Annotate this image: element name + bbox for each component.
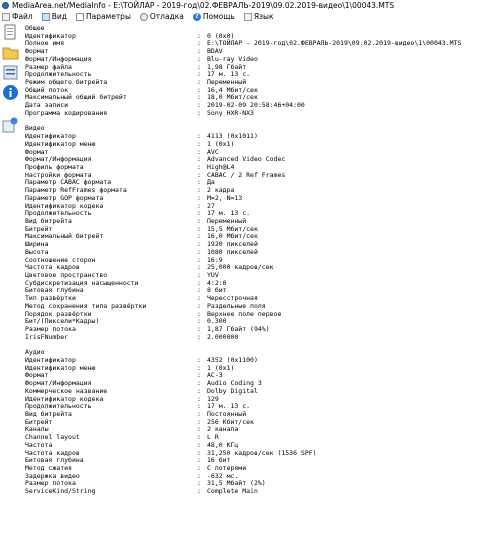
field-separator: : bbox=[197, 294, 201, 303]
field-separator: : bbox=[197, 240, 201, 249]
field-value: 17 м. 13 с. bbox=[207, 209, 251, 218]
field-name: Коммерческое название bbox=[25, 386, 108, 395]
field-separator: : bbox=[197, 479, 201, 488]
field-name: Дата записи bbox=[25, 101, 69, 110]
field-value: Blu-ray Video bbox=[207, 54, 258, 63]
field-name: Формат bbox=[25, 47, 49, 56]
field-name: Порядок развёртки bbox=[25, 309, 92, 318]
field-name: Общий поток bbox=[25, 85, 69, 94]
help-icon: ? bbox=[193, 13, 201, 21]
field-separator: : bbox=[197, 201, 201, 210]
field-value: 0 (0x0) bbox=[207, 31, 235, 40]
menu-debug-label: Отладка bbox=[149, 12, 184, 21]
file-icon bbox=[2, 13, 10, 21]
debug-icon bbox=[140, 13, 148, 21]
field-separator: : bbox=[197, 271, 201, 280]
field-name: Цветовое пространство bbox=[25, 271, 108, 280]
field-value: 17 м. 13 с. bbox=[207, 402, 251, 411]
field-name: Соотношение сторон bbox=[25, 255, 96, 264]
field-separator: : bbox=[197, 332, 201, 341]
field-value: 256 Кбит/сек bbox=[207, 417, 254, 426]
field-name: Вид битрейта bbox=[25, 410, 72, 418]
field-separator: : bbox=[197, 263, 201, 272]
view-icon bbox=[42, 13, 50, 21]
field-separator: : bbox=[197, 85, 201, 94]
field-name: Полное имя bbox=[25, 39, 65, 48]
field-value: Раздельные поля bbox=[207, 301, 266, 310]
field-name: Режим общего битрейта bbox=[25, 78, 108, 87]
menu-preferences[interactable] bbox=[74, 12, 131, 21]
field-name: Размер потока bbox=[25, 479, 76, 488]
field-name: Channel layout bbox=[25, 433, 80, 442]
window-title: MediaArea.net/MediaInfo - E:\ТОЙЛАР - 2019-год\02.ФЕВРАЛЬ-2019\09.02.2019-видео\1\00043.MTS bbox=[12, 1, 395, 10]
open-folder-icon[interactable] bbox=[2, 44, 19, 61]
field-value: 31,5 Мбайт (2%) bbox=[207, 479, 266, 488]
menu-language[interactable] bbox=[242, 12, 274, 21]
menu-language-label: Язык bbox=[253, 12, 274, 21]
field-value: 1 (0x1) bbox=[207, 363, 235, 372]
field-name: Формат/Информация bbox=[25, 155, 92, 164]
about-icon[interactable] bbox=[2, 116, 19, 133]
field-name: Формат bbox=[25, 147, 49, 156]
field-value: 16,4 Мбит/сек bbox=[207, 85, 258, 94]
field-value: 4113 (0x1011) bbox=[207, 132, 258, 141]
field-value: L R bbox=[207, 433, 219, 442]
mediainfo-app-icon bbox=[2, 2, 9, 9]
menu-preferences-label: Параметры bbox=[85, 12, 131, 21]
field-value: 0.300 bbox=[207, 317, 227, 326]
field-name: Идентификатор bbox=[25, 132, 76, 141]
field-name: Идентификатор меню bbox=[25, 363, 96, 372]
field-separator: : bbox=[197, 317, 201, 326]
field-value: 16 бит bbox=[207, 456, 231, 465]
field-value: M=2, N=13 bbox=[207, 193, 243, 202]
section-title: Видео bbox=[25, 124, 45, 133]
field-separator: : bbox=[197, 209, 201, 218]
section-title: Аудио bbox=[25, 348, 45, 357]
field-separator: : bbox=[197, 193, 201, 202]
toolbar-sidebar bbox=[0, 22, 22, 549]
field-separator: : bbox=[197, 417, 201, 426]
menu-bar bbox=[0, 11, 497, 22]
field-value: AC-3 bbox=[207, 371, 223, 380]
field-name: Высота bbox=[25, 247, 49, 256]
field-name: Программа кодирования bbox=[25, 108, 108, 117]
field-separator: : bbox=[197, 309, 201, 318]
report-view bbox=[22, 22, 497, 549]
menu-help[interactable] bbox=[191, 12, 235, 21]
field-name: Метод сохранения типа развёртки bbox=[25, 301, 147, 310]
field-value: Complete Main bbox=[207, 487, 258, 496]
field-name: Идентификатор bbox=[25, 355, 76, 364]
field-name: Параметр CABAC формата bbox=[25, 178, 112, 187]
title-bar bbox=[0, 0, 497, 11]
field-separator: : bbox=[197, 132, 201, 141]
field-value: 8 бит bbox=[207, 286, 227, 295]
field-separator: : bbox=[197, 371, 201, 380]
field-name: Продолжительность bbox=[25, 402, 92, 411]
field-separator: : bbox=[197, 147, 201, 156]
report-row bbox=[25, 434, 219, 441]
field-value: 2 канала bbox=[207, 425, 239, 434]
field-value: 25,000 кадров/сек bbox=[207, 263, 274, 272]
field-separator: : bbox=[197, 93, 201, 102]
field-value: 2.000000 bbox=[207, 332, 239, 341]
field-value: 4:2:0 bbox=[207, 278, 227, 287]
field-value: 16,0 Мбит/сек bbox=[207, 232, 258, 241]
field-separator: : bbox=[197, 70, 201, 79]
field-value: High@L4 bbox=[207, 162, 235, 171]
info-icon[interactable] bbox=[2, 84, 19, 101]
report-row bbox=[25, 249, 258, 256]
report-row bbox=[25, 488, 258, 495]
field-name: Настройки формата bbox=[25, 170, 92, 179]
field-separator: : bbox=[197, 433, 201, 442]
field-name: Максимальный битрейт bbox=[25, 232, 104, 241]
field-name: Ширина bbox=[25, 240, 49, 249]
field-name: Идентификатор bbox=[25, 31, 76, 40]
field-name: Размер файла bbox=[25, 62, 72, 71]
field-value: 18,0 Мбит/сек bbox=[207, 93, 258, 102]
field-name: Идентификатор меню bbox=[25, 139, 96, 148]
field-separator: : bbox=[197, 440, 201, 449]
menu-debug[interactable] bbox=[138, 12, 184, 21]
menu-view[interactable] bbox=[40, 12, 67, 21]
field-value: Sony HXR-NX3 bbox=[207, 108, 254, 117]
field-value: 31,250 кадров/сек (1536 SPF) bbox=[207, 448, 317, 457]
field-separator: : bbox=[197, 278, 201, 287]
field-name: Битовая глубина bbox=[25, 456, 84, 465]
language-icon bbox=[244, 13, 252, 21]
report-row bbox=[25, 110, 254, 117]
menu-file-label: Файл bbox=[12, 12, 33, 21]
field-value: E:\ТОЙЛАР - 2019-год\02.ФЕВРАЛЬ-2019\09.02.2019-видео\1\00043.MTS bbox=[207, 39, 462, 48]
field-separator: : bbox=[197, 325, 201, 334]
field-value: BDAV bbox=[207, 47, 223, 56]
field-separator: : bbox=[197, 286, 201, 295]
field-name: Идентификатор кодека bbox=[25, 201, 104, 210]
field-separator: : bbox=[197, 487, 201, 496]
field-separator: : bbox=[197, 355, 201, 364]
section-title: Общее bbox=[25, 24, 45, 32]
field-name: Формат/Информация bbox=[25, 54, 92, 63]
field-separator: : bbox=[197, 62, 201, 71]
field-value: 1,87 Гбайт (94%) bbox=[207, 325, 270, 334]
field-name: Метод сжатия bbox=[25, 464, 72, 473]
field-value: CABAC / 2 Ref Frames bbox=[207, 170, 286, 179]
field-separator: : bbox=[197, 78, 201, 87]
field-name: Размер потока bbox=[25, 325, 76, 334]
field-value: Переменный bbox=[207, 217, 247, 225]
field-name: Субдискретизация насыщенности bbox=[25, 278, 139, 287]
field-value: 15,5 Мбит/сек bbox=[207, 224, 258, 233]
field-value: 17 м. 13 с. bbox=[207, 70, 251, 79]
report-row bbox=[25, 164, 234, 171]
field-value: С потерями bbox=[207, 464, 247, 473]
field-name: Частота кадров bbox=[25, 263, 80, 272]
field-value: 1080 пикселей bbox=[207, 247, 258, 256]
field-separator: : bbox=[197, 101, 201, 110]
field-separator: : bbox=[197, 410, 201, 418]
field-value: 27 bbox=[207, 201, 215, 210]
field-name: Битрейт bbox=[25, 417, 53, 426]
section-header bbox=[25, 25, 45, 32]
field-separator: : bbox=[197, 170, 201, 179]
field-value: 4352 (0x1100) bbox=[207, 355, 258, 364]
field-separator: : bbox=[197, 217, 201, 225]
field-value: Переменный bbox=[207, 78, 247, 87]
field-separator: : bbox=[197, 224, 201, 233]
field-value: 16:9 bbox=[207, 255, 223, 264]
field-value: 48,0 КГц bbox=[207, 440, 239, 449]
field-value: YUV bbox=[207, 271, 219, 280]
field-value: 1 (0x1) bbox=[207, 139, 235, 148]
field-value: 2019-02-09 20:58:46+04:00 bbox=[207, 101, 305, 110]
field-separator: : bbox=[197, 232, 201, 241]
report-row bbox=[25, 272, 219, 279]
field-name: Параметр GOP формата bbox=[25, 193, 104, 202]
field-name: Бит/(Пиксели*Кадры) bbox=[25, 317, 100, 326]
field-separator: : bbox=[197, 471, 201, 480]
field-separator: : bbox=[197, 394, 201, 403]
menu-help-label: Помощь bbox=[202, 12, 235, 21]
report-row bbox=[25, 388, 258, 395]
field-separator: : bbox=[197, 39, 201, 48]
field-separator: : bbox=[197, 139, 201, 148]
field-value: Advanced Video Codec bbox=[207, 155, 286, 164]
field-name: Профиль формата bbox=[25, 162, 84, 171]
field-name: Частота кадров bbox=[25, 448, 80, 457]
field-separator: : bbox=[197, 247, 201, 256]
field-name: IrisFNumber bbox=[25, 332, 69, 341]
field-name: Вид битрейта bbox=[25, 217, 72, 225]
field-separator: : bbox=[197, 386, 201, 395]
field-separator: : bbox=[197, 448, 201, 457]
field-value: 1,98 Гбайт bbox=[207, 62, 247, 71]
field-value: Постоянный bbox=[207, 410, 247, 418]
field-value: 129 bbox=[207, 394, 219, 403]
field-value: Верхнее поле первое bbox=[207, 309, 282, 318]
report-row bbox=[25, 365, 234, 372]
preferences-icon bbox=[76, 13, 84, 21]
field-name: Формат/Информация bbox=[25, 379, 92, 388]
field-separator: : bbox=[197, 186, 201, 195]
field-separator: : bbox=[197, 425, 201, 434]
field-separator: : bbox=[197, 108, 201, 117]
field-value: Чересстрочная bbox=[207, 294, 258, 303]
field-value: Dolby Digital bbox=[207, 386, 258, 395]
report-row bbox=[25, 40, 461, 47]
field-name: Продолжительность bbox=[25, 209, 92, 218]
field-value: -632 мс. bbox=[207, 471, 239, 480]
field-separator: : bbox=[197, 54, 201, 63]
field-separator: : bbox=[197, 402, 201, 411]
field-name: Формат bbox=[25, 371, 49, 380]
field-value: Audio Coding 3 bbox=[207, 379, 262, 388]
field-name: Тип развёртки bbox=[25, 294, 76, 303]
report-row bbox=[25, 334, 238, 341]
menu-file[interactable] bbox=[0, 12, 33, 21]
field-separator: : bbox=[197, 162, 201, 171]
preferences-icon[interactable] bbox=[2, 64, 19, 81]
field-separator: : bbox=[197, 379, 201, 388]
field-separator: : bbox=[197, 363, 201, 372]
field-value: Да bbox=[207, 178, 215, 187]
field-value: 1920 пикселей bbox=[207, 240, 258, 249]
field-name: ServiceKind/String bbox=[25, 487, 96, 496]
field-value: 2 кадра bbox=[207, 186, 235, 195]
field-separator: : bbox=[197, 31, 201, 40]
field-name: Идентификатор кодека bbox=[25, 394, 104, 403]
open-file-icon[interactable] bbox=[2, 24, 19, 41]
field-separator: : bbox=[197, 464, 201, 473]
menu-view-label: Вид bbox=[51, 12, 67, 21]
field-name: Максимальный общий битрейт bbox=[25, 93, 127, 102]
field-separator: : bbox=[197, 255, 201, 264]
field-name: Параметр RefFrames формата bbox=[25, 186, 127, 195]
field-name: Битрейт bbox=[25, 224, 53, 233]
field-name: Битовая глубина bbox=[25, 286, 84, 295]
report-row bbox=[25, 141, 234, 148]
field-separator: : bbox=[197, 456, 201, 465]
field-name: Частота bbox=[25, 440, 53, 449]
field-separator: : bbox=[197, 155, 201, 164]
field-value: AVC bbox=[207, 147, 219, 156]
field-name: Продолжительность bbox=[25, 70, 92, 79]
field-name: Каналы bbox=[25, 425, 49, 434]
field-separator: : bbox=[197, 178, 201, 187]
field-name: Задержка видео bbox=[25, 471, 80, 480]
field-separator: : bbox=[197, 47, 201, 56]
field-separator: : bbox=[197, 301, 201, 310]
